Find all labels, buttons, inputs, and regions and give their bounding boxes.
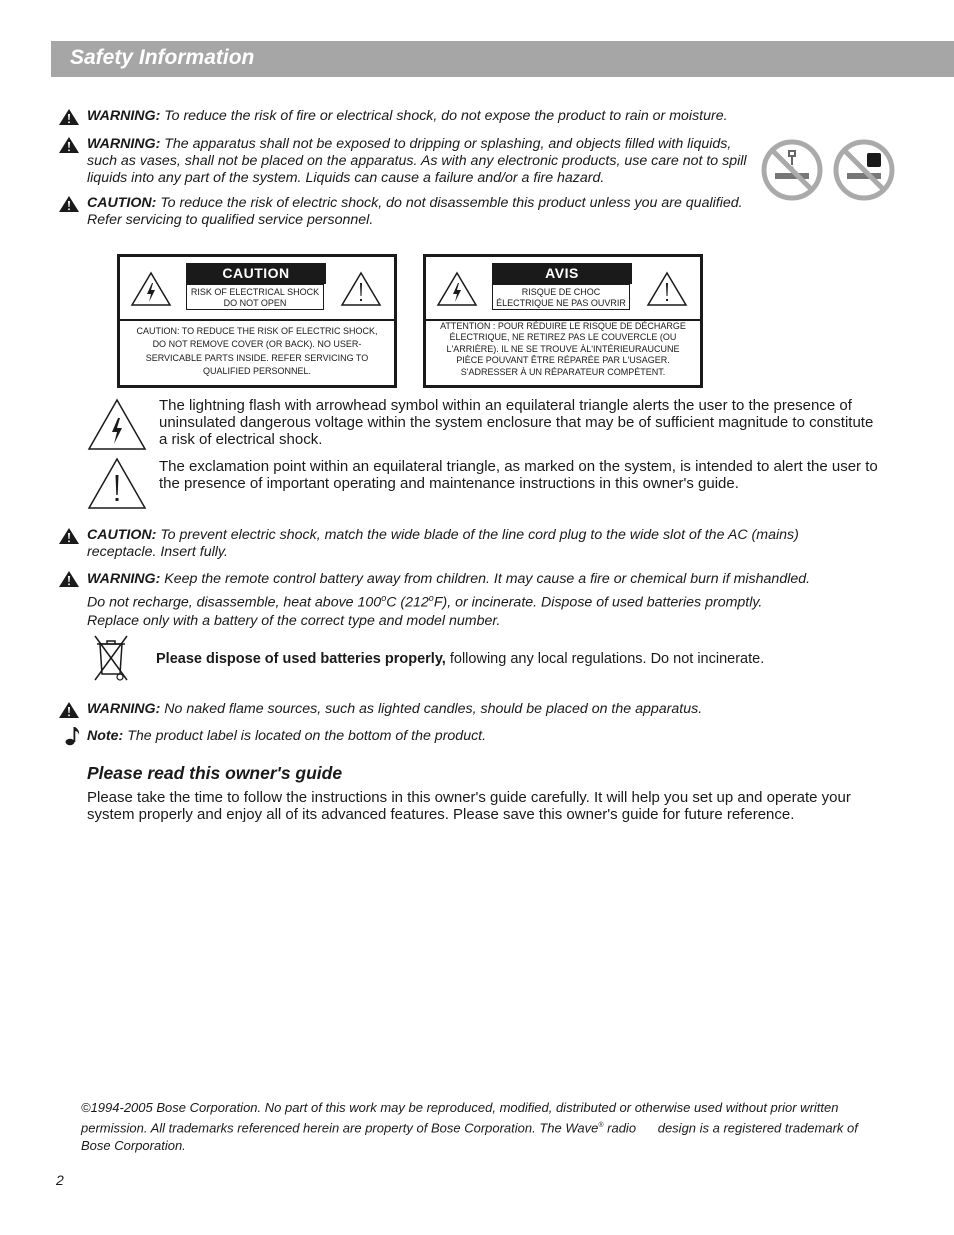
caution-plug: [59, 527, 859, 561]
caution-text: To prevent electric shock, match the wide blade of the line cord plug to the wide slot of the AC (mains) receptacle. Insert fully.: [87, 527, 799, 560]
avis-subtext: RISQUE DE CHOC ÉLECTRIQUE NE PAS OUVRIR: [492, 284, 630, 310]
caution-label-box: [117, 254, 397, 388]
dispose-batteries: [156, 651, 876, 668]
copyright-text: ©1994-2005 Bose Corporation. No part of this work may be reproduced, modified, distributed or otherwise used without prior written permission. All trademarks referenced herein are property of Bose Corporation. The Wave: [81, 1100, 839, 1136]
battery-heat-text-2: C (212: [386, 594, 429, 611]
guide-heading: Please read this owner's guide: [87, 763, 343, 783]
warning-triangle-icon: [59, 109, 79, 125]
dispose-text: following any local regulations. Do not incinerate.: [445, 651, 765, 667]
warning-flame: [59, 701, 859, 718]
registered-mark: ®: [598, 1122, 604, 1129]
caution-label: CAUTION:: [87, 527, 157, 543]
degree-sup: o: [381, 592, 387, 603]
exclamation-triangle-icon: [340, 271, 382, 307]
warning-label: WARNING:: [87, 136, 161, 152]
avis-label-box: [423, 254, 703, 388]
caution-body: CAUTION: TO REDUCE THE RISK OF ELECTRIC SHOCK, DO NOT REMOVE COVER (OR BACK). NO USER-SERVICABLE PARTS INSIDE. REFER SERVICING TO QUALIFIED PERSONNEL.: [136, 326, 378, 376]
page-title: Safety Information: [70, 46, 255, 69]
caution-text: To reduce the risk of electric shock, do not disassemble this product unless you are qualified. Refer servicing to qualified service personnel.: [87, 195, 743, 228]
avis-heading: AVIS: [492, 263, 632, 284]
caution-triangle-icon: [59, 528, 79, 544]
warning-text: Keep the remote control battery away from children. It may cause a fire or chemical burn if mishandled.: [164, 571, 811, 587]
battery-replace-text: Replace only with a battery of the correct type and model number.: [87, 612, 501, 629]
lightning-triangle-icon: [87, 398, 147, 452]
page-number: 2: [56, 1172, 64, 1188]
warning-text: No naked flame sources, such as lighted candles, should be placed on the apparatus.: [164, 701, 703, 717]
caution-heading: CAUTION: [186, 263, 326, 284]
note-product-label: [59, 728, 859, 745]
warning-triangle-icon: [59, 702, 79, 718]
lightning-triangle-icon: [436, 271, 478, 307]
warning-rain: [59, 108, 759, 125]
note-text: The product label is located on the bottom of the product.: [127, 728, 487, 744]
caution-triangle-icon: [59, 196, 79, 212]
degree-sup: o: [428, 592, 434, 603]
lightning-triangle-icon: [130, 271, 172, 307]
battery-heat-text: Do not recharge, disassemble, heat above 100: [87, 594, 382, 611]
copyright-text-2: radio design is a registered trademark of Bose Corporation.: [81, 1120, 862, 1154]
warning-triangle-icon: [59, 137, 79, 153]
exclamation-explanation: The exclamation point within an equilateral triangle, as marked on the system, is intended to alert the user to the presence of important operating and maintenance instructions in this owner's guide.: [159, 458, 878, 492]
section-header-bar: [51, 41, 954, 77]
battery-heat-text-3: F), or incinerate. Dispose of used batteries promptly.: [433, 594, 763, 611]
no-objects-icon: [833, 139, 895, 201]
music-note-icon: [65, 726, 81, 746]
caution-subtext: RISK OF ELECTRICAL SHOCK DO NOT OPEN: [186, 284, 324, 310]
dispose-bold: Please dispose of used batteries properly,: [156, 651, 446, 667]
warning-battery: [59, 570, 859, 630]
copyright-notice: [81, 1099, 881, 1155]
warning-label: WARNING:: [87, 701, 161, 717]
warning-triangle-icon: [59, 571, 79, 587]
avis-body: ATTENTION : POUR RÉDUIRE LE RISQUE DE DÉCHARGE ÉLECTRIQUE, NE RETIREZ PAS LE COUVERCLE (OU L'ARRIÈRE). IL NE SE TROUVE ÀL'INTÉRIEURAUCUNE PIÈCE POUVANT ÊTRE RÉPARÉE PAR L'USAGER. S'ADRESSER À UN RÉPARATEUR COMPÉTENT.: [440, 321, 686, 377]
lightning-explanation: The lightning flash with arrowhead symbol within an equilateral triangle alerts the user to the presence of uninsulated dangerous voltage within the system enclosure that may be of sufficient magnitude to constitute a risk of electrical shock.: [159, 397, 874, 448]
warning-liquids: [59, 136, 759, 187]
caution-disassemble: [59, 195, 749, 229]
warning-text: To reduce the risk of fire or electrical shock, do not expose the product to rain or moisture.: [164, 108, 728, 124]
warning-label: WARNING:: [87, 108, 161, 124]
exclamation-triangle-icon: [646, 271, 688, 307]
guide-body: Please take the time to follow the instructions in this owner's guide carefully. It will help you set up and operate your system properly and enjoy all of its advanced features. Please save this owner's guide for future reference.: [87, 789, 851, 823]
caution-label: CAUTION:: [87, 195, 157, 211]
exclamation-triangle-icon: [87, 457, 147, 511]
warning-label: WARNING:: [87, 571, 161, 587]
warning-text: The apparatus shall not be exposed to dripping or splashing, and objects filled with liquids, such as vases, shall not be placed on the apparatus. As with any electronic products, use care not to spill liquids into any part of the system. Liquids can cause a failure and/or a fire hazard.: [87, 136, 747, 186]
note-label: Note:: [87, 728, 124, 744]
crossed-bin-icon: [92, 632, 130, 684]
no-dripping-icon: [761, 139, 823, 201]
